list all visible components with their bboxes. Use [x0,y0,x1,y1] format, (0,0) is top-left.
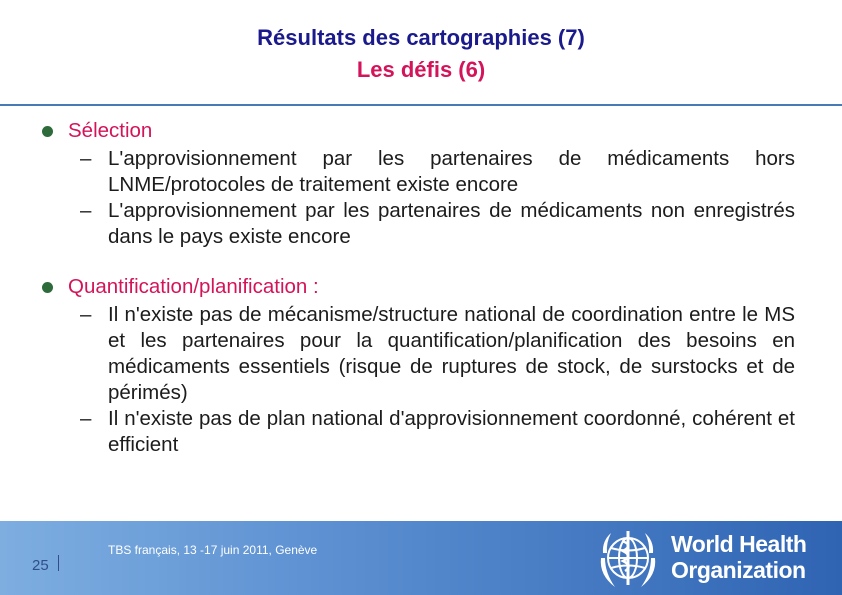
who-emblem-icon [593,523,663,593]
list-item [40,406,795,458]
slide-title [0,22,842,86]
who-wordmark-line1: World Health [671,531,807,557]
sub-list [40,302,795,458]
list-item-text: L'approvisionnement par les partenaires de médicaments non enregistrés dans le pays existe encore [108,199,795,248]
list-item-text: Il n'existe pas de plan national d'approvisionnement coordonné, cohérent et efficient [108,407,795,456]
dash-marker: – [80,407,92,430]
sub-list [40,146,795,250]
who-wordmark [671,531,806,583]
round-bullet-icon [42,282,53,293]
who-wordmark-line2: Organization [671,557,806,583]
list-item [40,198,795,250]
list-item [40,302,795,406]
slide-title-line1: Résultats des cartographies (7) [257,25,585,50]
round-bullet-icon [42,126,53,137]
section-heading-quantification [40,274,795,300]
footer-event-note: TBS français, 13 -17 juin 2011, Genève [108,543,318,557]
page-number: 25 [32,557,49,574]
section-heading-text: Sélection [68,119,153,142]
list-item [40,146,795,198]
section-heading-text: Quantification/planification : [68,275,319,298]
slide-content [40,118,795,482]
title-divider [0,104,842,106]
section-heading-selection [40,118,795,144]
slide-subtitle: Les défis (6) [356,57,486,82]
list-item-text: Il n'existe pas de mécanisme/structure national de coordination entre le MS et les partenaires pour la quantification/planification des besoins en médicaments essentiels (risque de ruptures de stock, de surstocks et de périmés) [108,303,795,404]
dash-marker: – [80,147,92,170]
list-item-text: L'approvisionnement par les partenaires de médicaments hors LNME/protocoles de traitement existe encore [108,147,795,196]
dash-marker: – [80,199,92,222]
page-number-separator [58,555,59,571]
dash-marker: – [80,303,92,326]
slide-footer [0,521,842,595]
